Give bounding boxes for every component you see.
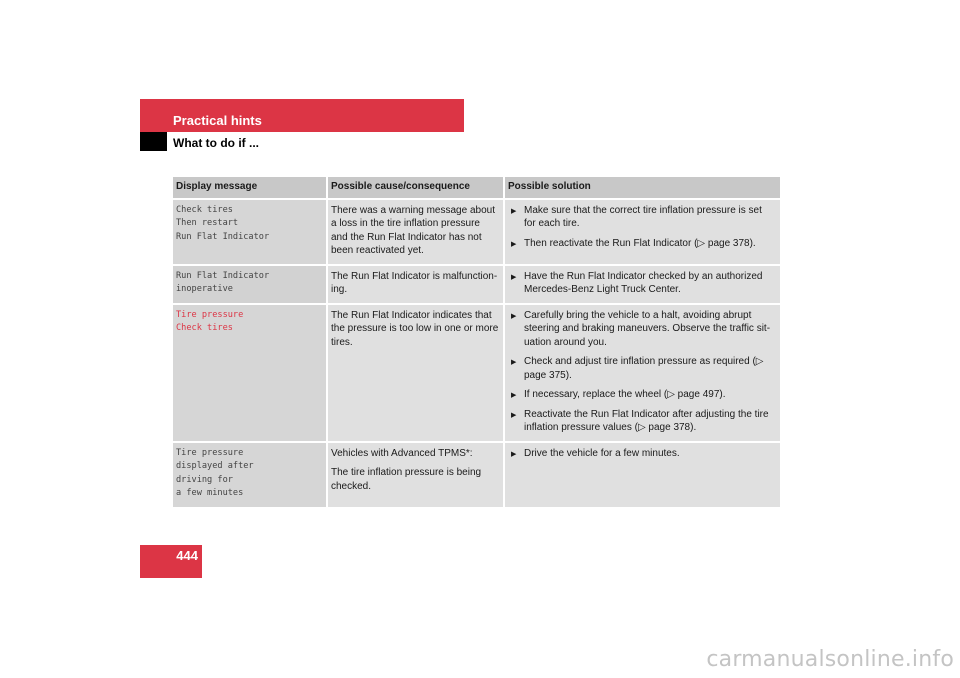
solution-text: Then reactivate the Run Flat Indicator (▷ page 378). — [524, 237, 756, 249]
solution-item — [508, 270, 776, 297]
display-message-line: Then restart — [176, 218, 239, 228]
display-message-line: Tire pressure — [176, 447, 244, 458]
table-row — [173, 442, 780, 508]
section-title: Practical hints — [173, 113, 262, 128]
solution-item — [508, 355, 776, 382]
solution-cell — [504, 265, 780, 304]
display-message-line: displayed after — [176, 461, 254, 471]
display-message-cell — [173, 442, 327, 508]
bullet-arrow-icon: ▶ — [511, 273, 517, 281]
solution-text: Drive the vehicle for a few minutes. — [524, 447, 680, 459]
section-marker — [140, 132, 167, 151]
table-row — [173, 304, 780, 442]
cause-text: The Run Flat Indicator indicates that the pressure is too low in one or more tires. — [331, 309, 499, 348]
solution-cell — [504, 304, 780, 442]
solution-item — [508, 237, 776, 251]
solution-item — [508, 408, 776, 435]
solution-item — [508, 309, 776, 350]
bullet-arrow-icon: ▶ — [511, 240, 517, 248]
display-message-line: Run Flat Indicator — [176, 231, 270, 242]
cause-text: Vehicles with Advanced TPMS*: — [331, 447, 473, 459]
display-message-line: inoperative — [176, 284, 233, 294]
display-messages-table — [173, 177, 780, 509]
solution-item — [508, 447, 776, 461]
solution-text: Carefully bring the vehicle to a halt, avoiding abrupt steering and braking maneuvers. Observe the traffic sit-uation around you. — [524, 309, 771, 348]
section-subtitle: What to do if ... — [173, 136, 259, 150]
column-header-display: Display message — [173, 177, 327, 199]
bullet-arrow-icon: ▶ — [511, 312, 517, 320]
bullet-arrow-icon: ▶ — [511, 411, 517, 419]
cause-cell — [327, 265, 504, 304]
solution-text: If necessary, replace the wheel (▷ page 497). — [524, 389, 726, 400]
table-header-row — [173, 177, 780, 199]
display-message-line: driving for — [176, 474, 233, 485]
display-message-cell — [173, 265, 327, 304]
cause-cell — [327, 304, 504, 442]
page-number: 444 — [176, 548, 198, 563]
display-message-line: Tire pressure — [176, 309, 244, 320]
solution-text: Reactivate the Run Flat Indicator after adjusting the tire inflation pressure values (▷ page 378). — [524, 408, 769, 433]
solution-text: Have the Run Flat Indicator checked by an authorized Mercedes-Benz Light Truck Center. — [524, 270, 763, 295]
display-message-line: Check tires — [176, 204, 233, 215]
solution-text: Check and adjust tire inflation pressure as required (▷ page 375). — [524, 356, 764, 381]
column-header-cause: Possible cause/consequence — [327, 177, 504, 199]
solution-item — [508, 388, 776, 402]
display-message-line: Run Flat Indicator — [176, 270, 270, 281]
display-message-cell — [173, 199, 327, 265]
cause-text: There was a warning message about a loss in the tire inflation pressure and the Run Flat Indicator has not been reactivated yet. — [331, 204, 495, 256]
cause-cell — [327, 442, 504, 508]
cause-text: The tire inflation pressure is being checked. — [331, 467, 482, 492]
solution-cell — [504, 442, 780, 508]
column-header-solution: Possible solution — [504, 177, 780, 199]
table-row — [173, 265, 780, 304]
display-message-line: a few minutes — [176, 488, 244, 498]
solution-text: Make sure that the correct tire inflation pressure is set for each tire. — [524, 204, 762, 229]
bullet-arrow-icon: ▶ — [511, 450, 517, 458]
bullet-arrow-icon: ▶ — [511, 359, 517, 366]
solution-item — [508, 204, 776, 231]
solution-cell — [504, 199, 780, 265]
table-row — [173, 199, 780, 265]
display-message-line: Check tires — [176, 323, 233, 333]
watermark: carmanualsonline.info — [706, 647, 954, 672]
bullet-arrow-icon: ▶ — [511, 207, 517, 215]
display-message-cell — [173, 304, 327, 442]
bullet-arrow-icon: ▶ — [511, 392, 517, 399]
cause-text: The Run Flat Indicator is malfunction-ing. — [331, 270, 498, 295]
cause-cell — [327, 199, 504, 265]
